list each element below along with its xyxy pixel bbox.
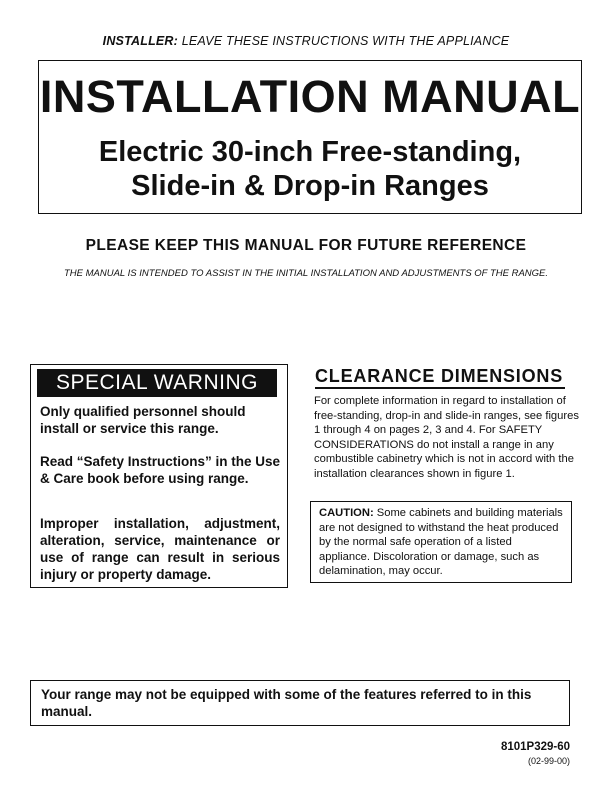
intent-notice: THE MANUAL IS INTENDED TO ASSIST IN THE INITIAL INSTALLATION AND ADJUSTMENTS OF THE RANGE. bbox=[63, 268, 549, 279]
caution-label: CAUTION: bbox=[319, 507, 374, 519]
installer-text: LEAVE THESE INSTRUCTIONS WITH THE APPLIANCE bbox=[178, 34, 510, 48]
keep-notice: PLEASE KEEP THIS MANUAL FOR FUTURE REFERENCE bbox=[85, 237, 527, 254]
subtitle-line-2: Slide-in & Drop-in Ranges bbox=[131, 170, 489, 202]
installer-note bbox=[0, 34, 612, 48]
warning-paragraph-2: Read “Safety Instructions” in the Use & Care book before using range. bbox=[40, 454, 281, 486]
clearance-body: For complete information in regard to installation of free-standing, drop-in and slide-in ranges, see figures 1 through 4 on pages 2, 3 and 4. For SAFETY CONSIDERATIONS do not install a range in any combustible cabinetry which is not in accord with the installation clearances shown in figure 1. bbox=[314, 395, 579, 480]
special-warning-heading: SPECIAL WARNING bbox=[37, 369, 277, 397]
subtitle-line-1: Electric 30-inch Free-standing, bbox=[98, 136, 522, 168]
caution-text: Some cabinets and building materials are not designed to withstand the heat produced by the normal safe operation of a listed appliance. Discoloration or damage, such as delamination, may occur. bbox=[319, 507, 563, 578]
title-box bbox=[38, 60, 582, 214]
installer-label: INSTALLER: bbox=[102, 34, 179, 48]
page-title: INSTALLATION MANUAL bbox=[39, 71, 581, 122]
document-number: 8101P329-60 bbox=[500, 741, 570, 753]
caution-box bbox=[310, 501, 572, 583]
warning-paragraph-1: Only qualified personnel should install or service this range. bbox=[40, 404, 246, 436]
warning-paragraph-3: Improper installation, adjustment, alteration, service, maintenance or use of range can result in serious injury or property damage. bbox=[40, 516, 280, 582]
clearance-heading: CLEARANCE DIMENSIONS bbox=[315, 366, 565, 389]
special-warning-box bbox=[30, 364, 288, 588]
features-notice: Your range may not be equipped with some of the features referred to in this manual. bbox=[30, 680, 570, 726]
page-subtitle bbox=[39, 135, 581, 203]
document-date: (02-99-00) bbox=[527, 756, 570, 766]
